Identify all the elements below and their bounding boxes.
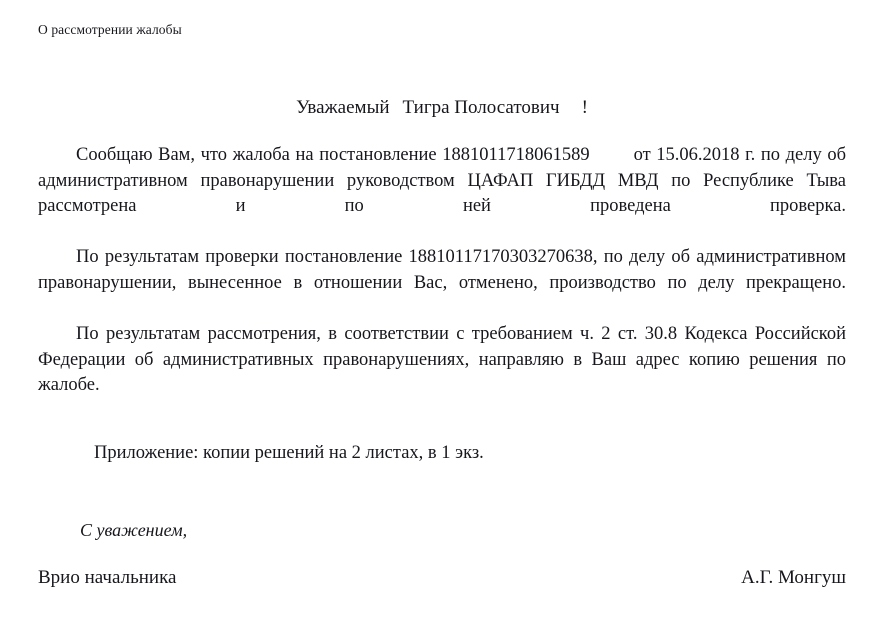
paragraph-2-trailing-text: , по делу об административном правонарушении, вынесенное в отношении Вас, отменено, производство по делу прекращено. bbox=[38, 247, 847, 293]
body-paragraph-3 bbox=[38, 322, 846, 424]
salutation-exclamation: ! bbox=[581, 97, 588, 118]
attachment-note: Приложение: копии решений на 2 листах, в 1 экз. bbox=[94, 443, 484, 463]
salutation-addressee: Тигра Полосатович bbox=[402, 97, 560, 118]
paragraph-3-text: По результатам рассмотрения, в соответствии с требованием ч. 2 ст. 30.8 Кодекса Российской Федерации об административных правонарушениях, направляю в Ваш адрес копию решения по жалобе. bbox=[38, 324, 846, 396]
signatory-name: А.Г. Монгуш bbox=[741, 567, 846, 588]
salutation-line bbox=[38, 96, 846, 120]
paragraph-1-resolution-number: 1881011718061589 bbox=[442, 145, 590, 165]
paragraph-1-trailing-text: от 15.06.2018 г. по делу об административном правонарушении руководством ЦАФАП ГИБДД МВД по Республике Тыва рассмотрена и по ней проведена проверка. bbox=[38, 145, 847, 217]
paragraph-1-lead-text: Сообщаю Вам, что жалоба на постановление bbox=[76, 145, 437, 165]
body-paragraph-1 bbox=[38, 143, 846, 245]
paragraph-2-resolution-number: 18810117170303270638 bbox=[408, 247, 593, 268]
body-paragraph-2 bbox=[38, 245, 846, 322]
salutation-greeting: Уважаемый bbox=[296, 97, 390, 118]
closing-phrase: С уважением, bbox=[80, 520, 188, 540]
document-body bbox=[38, 143, 846, 425]
paragraph-2-lead-text: По результатам проверки постановление bbox=[76, 247, 403, 268]
signatory-role: Врио начальника bbox=[38, 567, 177, 588]
document-subject: О рассмотрении жалобы bbox=[38, 22, 182, 37]
signature-block bbox=[38, 566, 846, 590]
